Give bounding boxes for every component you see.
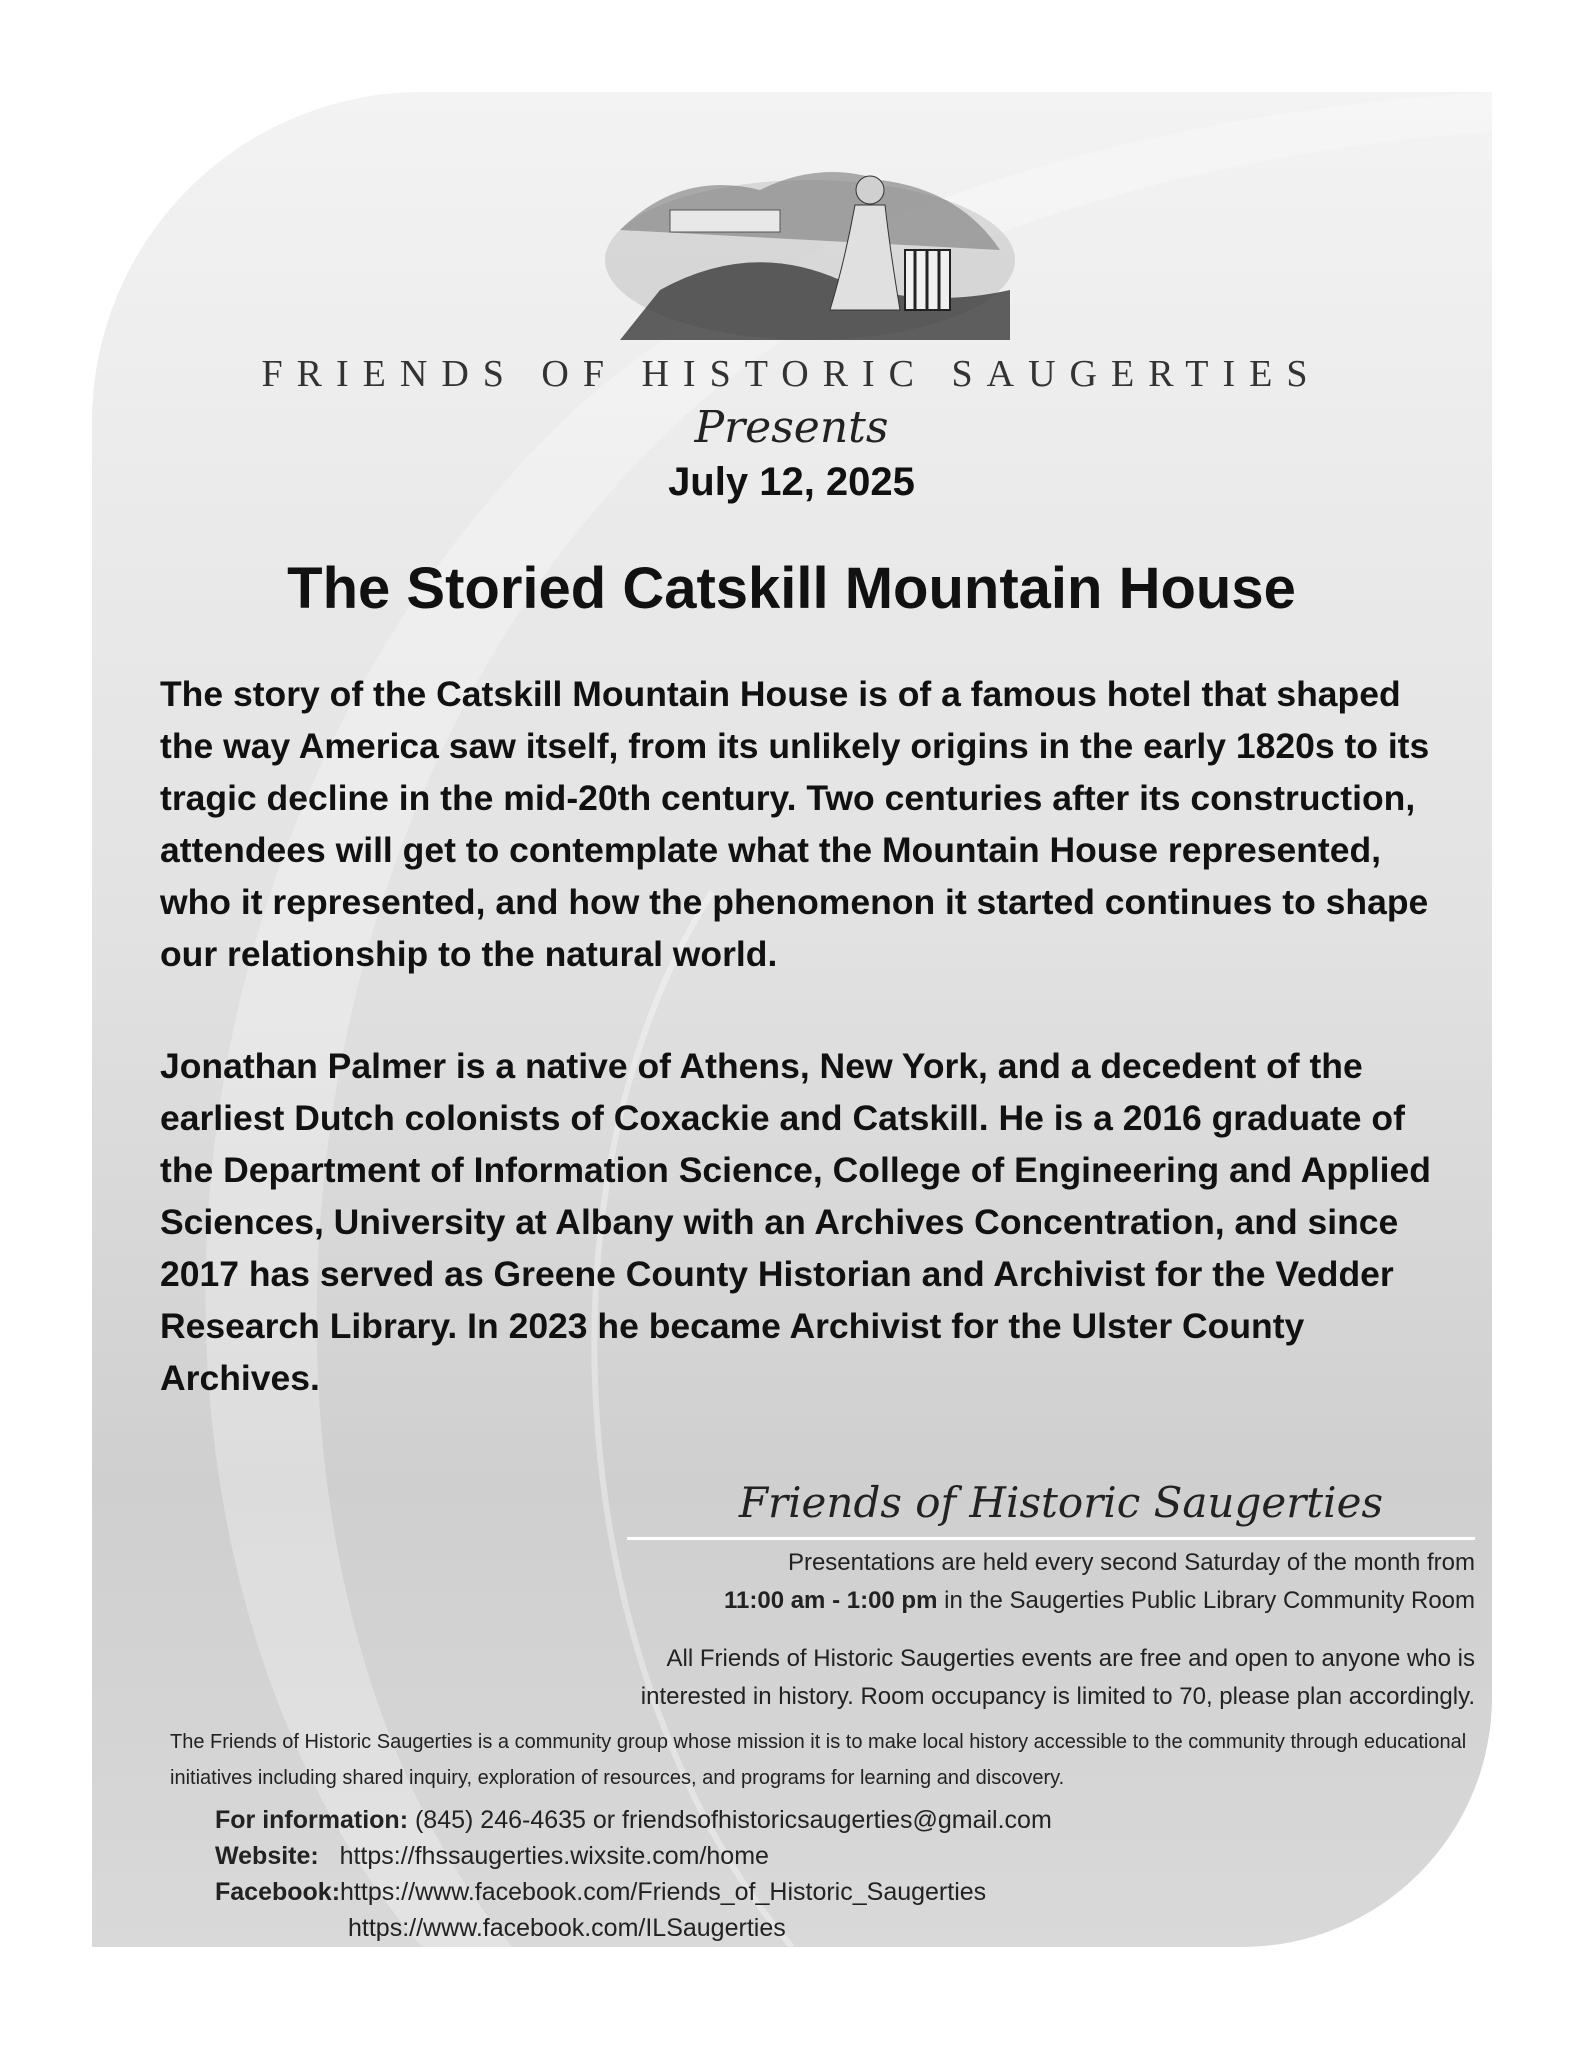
facebook-label: Facebook: (215, 1878, 341, 1906)
event-title: The Storied Catskill Mountain House (287, 556, 1296, 621)
website-label: Website: (215, 1842, 319, 1870)
divider (627, 1537, 1475, 1540)
schedule-time: 11:00 am - 1:00 pm (723, 1587, 938, 1614)
description-paragraph: The story of the Catskill Mountain House is of a famous hotel that shaped the way America saw itself, from its unlikely origins in the early 1820s to its tragic decline in the mid-20th century. Two centuries after its construction, attendees will get to contemplate what the Mountain House represented, who it represented, and how the phenomenon it started continues to shape our relationship to the natural world. (160, 674, 1430, 974)
org-script-logo: Friends of Historic Saugerties (738, 1478, 1383, 1527)
schedule-info (575, 1544, 1475, 1620)
contact-block (215, 1802, 1052, 1946)
free-event-note: All Friends of Historic Saugerties events are free and open to anyone who is interested in history. Room occupancy is limited to 70, please plan accordingly. (640, 1645, 1475, 1710)
allegorical-engraving-icon (600, 150, 1020, 340)
website-link[interactable]: https://fhssaugerties.wixsite.com/home (339, 1842, 769, 1870)
info-label: For information: (215, 1806, 409, 1834)
facebook-link-2[interactable]: https://www.facebook.com/ILSaugerties (348, 1914, 786, 1942)
schedule-place: in the Saugerties Public Library Community Room (937, 1587, 1475, 1614)
info-value[interactable]: (845) 246-4635 or friendsofhistoricsaugerties@gmail.com (408, 1806, 1052, 1834)
speaker-bio-paragraph: Jonathan Palmer is a native of Athens, New York, and a decedent of the earliest Dutch colonists of Coxackie and Catskill. He is a 2016 graduate of the Department of Information Science, College of Engineering and Applied Sciences, University at Albany with an Archives Concentration, and since 2017 has served as Greene County Historian and Archivist for the Vedder Research Library. In 2023 he became Archivist for the Ulster County Archives. (160, 1046, 1431, 1398)
event-date: July 12, 2025 (668, 460, 915, 504)
facebook-link-1[interactable]: https://www.facebook.com/Friends_of_Historic_Saugerties (340, 1878, 987, 1906)
mission-statement: The Friends of Historic Saugerties is a community group whose mission it is to make local history accessible to the community through educational initiatives including shared inquiry, exploration of resources, and programs for learning and discovery. (170, 1731, 1467, 1789)
presents-heading: Presents (694, 402, 889, 453)
schedule-line: Presentations are held every second Saturday of the month from (787, 1549, 1475, 1576)
org-name-header: FRIENDS OF HISTORIC SAUGERTIES (261, 353, 1322, 395)
